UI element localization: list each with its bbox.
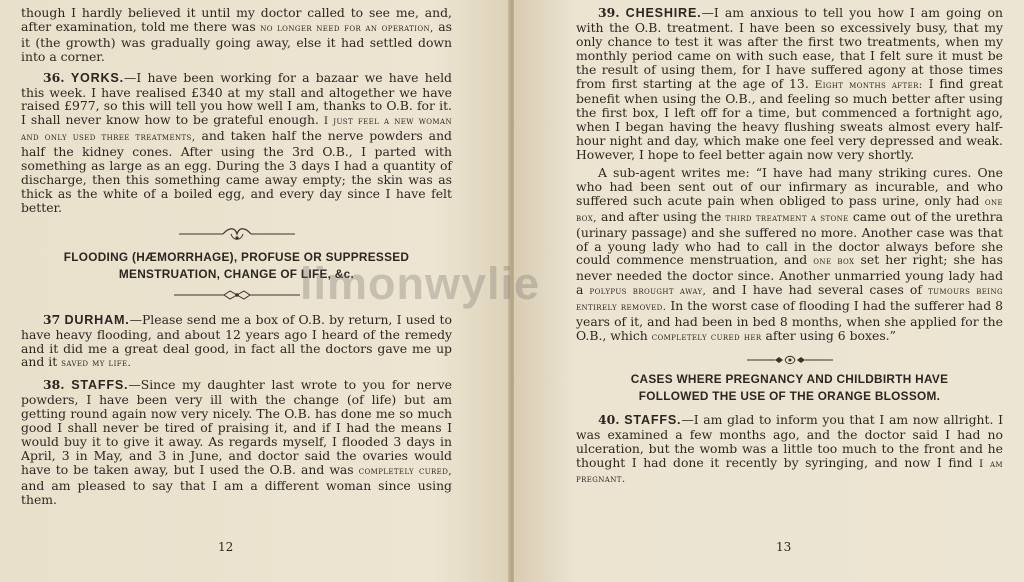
testimonial-37: 37 DURHAM.—Please send me a box of O.B. by return, I used to have heavy flooding, and about 12 years ago I heard of the remedy and it did me a great deal good, in fact all the doctors gave me up and it saved my life. bbox=[21, 311, 452, 370]
testimonial-40: 40. STAFFS.—I am glad to inform you that I am now allright. I was examined a few months ago, and the doctor said I had no ulceration, but the womb was a little too much to the front and he thought I had done it recently by syringing, and now I find I am pregnant. bbox=[576, 411, 1003, 486]
testimonial-38: 38. STAFFS.—Since my daughter last wrote to you for nerve powders, I have been very ill with the change (of life) but am getting round again now very nicely. The O.B. has done me so much good I shall never be tired of praising it, and if I had the means I would buy it to give it away. As regards myself, I flooded 3 days in April, 3 in May, and 3 in June, and doctor said the ovaries would have to be taken away, but I used the O.B. and was completely cured, and am pleased to say that I am a different woman since using them. bbox=[21, 377, 452, 507]
ornament-rule-icon bbox=[172, 289, 302, 301]
testimonial-39: 39. CHESHIRE.—I am anxious to tell you how I am going on with the O.B. treatment. I have been so excessively busy, that my only chance to test it was after the first two treatments, when my monthly period came on with such ease, that I felt sure it must be the result of using them, for I have suffered agony at those times from first starting at the age of 13. Eight months after: I find great benefit when using the O.B., and feeling so much better after using the first box, I left off for a time, but commenced a fortnight ago, when I began having the heavy flushing sweats almost every half-hour night and day, which make one feel very depressed and weak. However, I hope to feel better again now very shortly. bbox=[576, 5, 1003, 163]
page-number-left: 12 bbox=[218, 540, 234, 554]
continuation-paragraph: though I hardly believed it until my doctor called to see me, and, after examination, told me there was no longer need for an operation, as it (the growth) was gradually going away, else it had settled down into a corner. bbox=[21, 5, 453, 64]
watermark: limonwylie bbox=[300, 258, 541, 309]
section-heading-pregnancy: CASES WHERE PREGNANCY AND CHILDBIRTH HAVE FOLLOWED THE USE OF THE ORANGE BLOSSOM. bbox=[630, 371, 949, 403]
testimonial-36: 36. YORKS.—I have been working for a bazaar we have held this week. I have realised £340 at my stall and altogether we have raised £977, so this will tell you how well I am, thanks to O.B. for it. I shall never know how to be grateful enough. I just feel a new woman and only used three treatments, and taken half the nerve powders and half the kidney cones. After using the 3rd O.B., I parted with something as large as an egg. During the 3 days I had a quantity of discharge, then this something came away empty; the skin was as thick as the white of a boiled egg, and every day since I have felt better. bbox=[21, 69, 452, 215]
page-number-right: 13 bbox=[776, 540, 792, 554]
sub-agent-paragraph: A sub-agent writes me: “I have had many striking cures. One who had been sent out of our infirmary as incurable, and who suffered such acute pain when obliged to pass urine, only had one box, and after using the third treatment a stone came out of the urethra (urinary passage) and she suffered no more. Another case was that of a young lady who had to call in the doctor always before she could commence menstruation, and one box set her right; she has never needed the doctor since. Another unmarried young lady had a polypus brought away, and I have had several cases of tumours being entirely removed. In the worst case of flooding I had the sufferer had 8 years of it, and had been in bed 8 months, when she applied for the O.B., which completely cured her after using 6 boxes.” bbox=[576, 164, 1003, 343]
ornament-divider-icon bbox=[177, 223, 297, 245]
ornament-flourish-icon bbox=[745, 353, 835, 367]
right-page bbox=[514, 0, 1024, 582]
section-heading-flooding: FLOODING (HÆMORRHAGE), PROFUSE OR SUPPRESSED MENSTRUATION, CHANGE OF LIFE, &c. bbox=[63, 249, 410, 281]
